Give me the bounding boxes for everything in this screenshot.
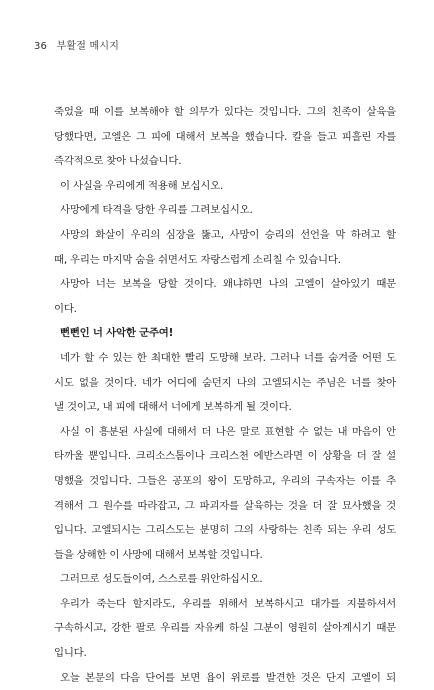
- text-line: 시도 없을 것이다. 네가 어디에 숨던지 나의 고엘되시는 주님은 너를 찾아: [54, 376, 396, 389]
- text-line: 오늘 본문의 다음 단어를 보면 욥이 위로를 발견한 것은 단지 고엘이 되: [60, 671, 396, 684]
- text-line: 명했을 것입니다. 그들은 공포의 왕이 도망하고, 우리의 구속자는 이를 추: [54, 474, 396, 487]
- text-line: 죽었을 때 이를 보복해야 할 의무가 있다는 것입니다. 그의 친족이 살육을: [54, 106, 396, 118]
- running-header: [34, 37, 119, 52]
- text-line: 사망아 너는 보복을 당할 것이다. 왜냐하면 나의 고엘이 살아있기 때문: [60, 278, 396, 291]
- text-line: 낼 것이고, 내 피에 대해서 너에게 보복하게 될 것이다.: [54, 401, 292, 414]
- text-line: 즉각적으로 찾아 나섰습니다.: [54, 155, 182, 168]
- text-line: 사망에게 타격을 당한 우리를 그려보십시오.: [60, 204, 253, 217]
- text-line: 뻔뻔인 너 사악한 군주여!: [60, 327, 174, 340]
- body-text: [54, 100, 396, 690]
- text-line: 당했다면, 고엘은 그 피에 대해서 보복을 했습니다. 칼을 들고 피흘린 자를: [54, 130, 396, 143]
- text-line: 입니다. 고엘되시는 그리스도는 분명히 그의 사랑하는 친족 되는 우리 성도: [54, 524, 396, 537]
- text-line: 들을 상해한 이 사망에 대해서 보복할 것입니다.: [54, 548, 263, 561]
- text-line: 그러므로 성도들이여, 스스로를 위안하십시오.: [60, 573, 263, 586]
- text-line: 때, 우리는 마지막 숨을 쉬면서도 자랑스럽게 소리칠 수 있습니다.: [54, 253, 341, 266]
- text-line: 격해서 그 원수를 따라잡고, 그 파괴자를 살육하는 것을 더 잘 묘사했을 것: [54, 499, 396, 512]
- text-line: 이다.: [54, 302, 77, 315]
- text-line: 우리가 죽는다 할지라도, 우리를 위해서 보복하시고 대가를 지불하셔서: [60, 597, 396, 610]
- text-line: 타까울 뿐입니다. 크리소스톰이나 크리스천 에반스라면 이 상황을 더 잘 설: [54, 450, 396, 463]
- text-line: 구속하시고, 강한 팔로 우리를 자유케 하실 그분이 영원히 살아계시기 때문: [54, 622, 396, 635]
- text-line: 사실 이 흥분된 사실에 대해서 더 나은 말로 표현할 수 없는 내 마음이 안: [60, 425, 396, 438]
- page-number: 36: [34, 41, 48, 52]
- text-line: 입니다.: [54, 647, 87, 660]
- text-line: 네가 할 수 있는 한 최대한 빨리 도망해 보라. 그러나 너를 숨겨줄 어떤 도: [60, 351, 396, 364]
- book-title: 부활절 메시지: [56, 41, 120, 52]
- text-line: 사망의 화살이 우리의 심장을 뚫고, 사망이 승리의 선언을 막 하려고 할: [60, 228, 396, 241]
- text-line: 이 사실을 우리에게 적용해 보십시오.: [60, 179, 224, 192]
